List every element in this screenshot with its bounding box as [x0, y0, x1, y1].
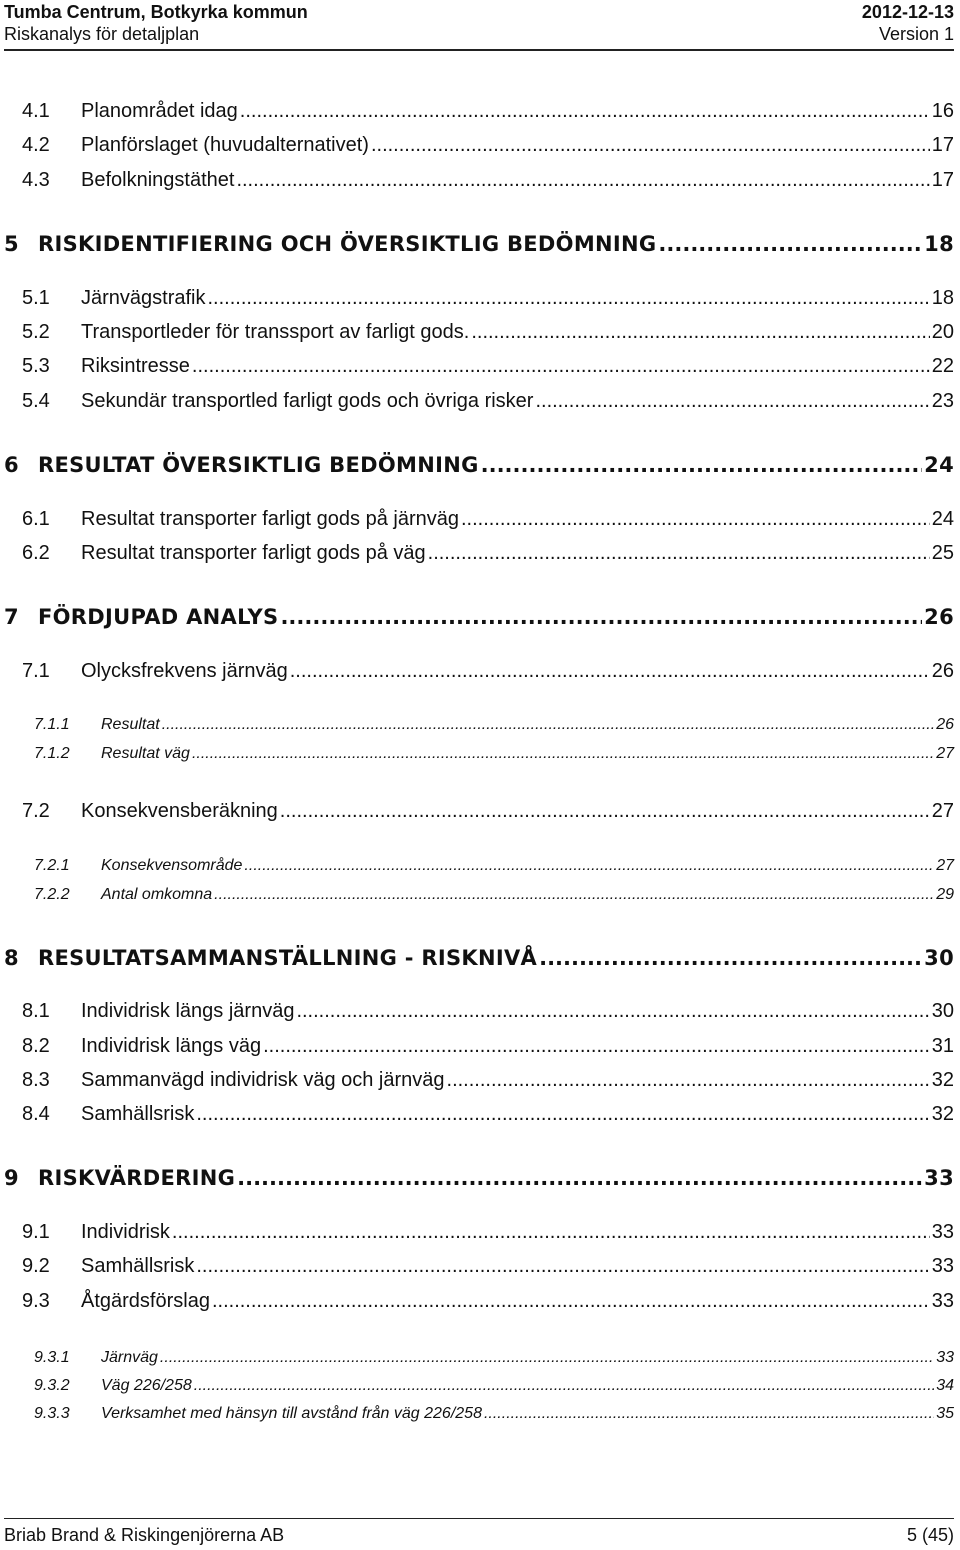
toc-entry-number: 9.3 [22, 1290, 50, 1312]
toc-dot-leader [484, 1405, 934, 1423]
toc-entry-number: 7.1.1 [34, 716, 70, 733]
toc-dot-leader [240, 100, 930, 123]
toc-entry-page: 27 [931, 800, 954, 822]
toc-section-entry[interactable] [22, 100, 954, 123]
page-footer [4, 1524, 954, 1546]
toc-subsection-entry[interactable] [34, 716, 954, 734]
toc-entry-title: Individrisk längs järnväg [81, 1000, 295, 1022]
toc-entry-number: 9.3.2 [34, 1377, 70, 1394]
toc-section-entry[interactable] [22, 1221, 954, 1244]
toc-section-entry[interactable] [22, 1290, 954, 1313]
toc-section-entry[interactable] [22, 1255, 954, 1278]
toc-dot-leader [237, 1166, 922, 1190]
toc-entry-page: 31 [931, 1035, 954, 1057]
toc-chapter-entry[interactable] [4, 605, 954, 629]
toc-dot-leader [208, 287, 930, 310]
toc-dot-leader [160, 1349, 934, 1367]
toc-entry-title: Planområdet idag [81, 100, 238, 122]
toc-dot-leader [539, 946, 922, 970]
toc-entry-page: 18 [924, 232, 954, 256]
toc-dot-leader [192, 355, 930, 378]
toc-entry-page: 32 [931, 1069, 954, 1091]
toc-entry-number: 4.2 [22, 134, 50, 156]
toc-entry-title: Individrisk [81, 1221, 170, 1243]
toc-section-entry[interactable] [22, 660, 954, 683]
toc-entry-title: Resultat transporter farligt gods på järnväg [81, 508, 459, 530]
toc-section-entry[interactable] [22, 1035, 954, 1058]
toc-dot-leader [162, 716, 935, 734]
toc-section-entry[interactable] [22, 321, 954, 344]
toc-section-entry[interactable] [22, 169, 954, 192]
toc-entry-title: Riksintresse [81, 355, 190, 377]
toc-dot-leader [280, 605, 922, 629]
toc-entry-page: 23 [931, 390, 954, 412]
toc-dot-leader [214, 886, 934, 904]
footer-divider [4, 1518, 954, 1519]
toc-dot-leader [280, 800, 930, 823]
toc-entry-number: 8.4 [22, 1103, 50, 1125]
toc-entry-number: 5.2 [22, 321, 50, 343]
toc-entry-number: 7 [4, 605, 19, 629]
toc-section-entry[interactable] [22, 390, 954, 413]
toc-chapter-entry[interactable] [4, 232, 954, 256]
toc-section-entry[interactable] [22, 287, 954, 310]
toc-section-entry[interactable] [22, 508, 954, 531]
toc-dot-leader [371, 134, 930, 157]
toc-section-entry[interactable] [22, 542, 954, 565]
toc-entry-title: RISKIDENTIFIERING OCH ÖVERSIKTLIG BEDÖMNING [38, 232, 657, 256]
toc-subsection-entry[interactable] [34, 857, 954, 875]
toc-entry-number: 9 [4, 1166, 19, 1190]
toc-section-entry[interactable] [22, 1000, 954, 1023]
toc-entry-page: 33 [924, 1166, 954, 1190]
toc-entry-title: Konsekvensområde [101, 857, 243, 874]
toc-entry-page: 18 [931, 287, 954, 309]
toc-entry-page: 35 [936, 1405, 954, 1422]
toc-subsection-entry[interactable] [34, 886, 954, 904]
toc-dot-leader [658, 232, 922, 256]
toc-dot-leader [447, 1069, 930, 1092]
toc-dot-leader [212, 1290, 930, 1313]
toc-entry-page: 17 [931, 169, 954, 191]
toc-dot-leader [263, 1035, 930, 1058]
toc-entry-title: Järnvägstrafik [81, 287, 206, 309]
toc-section-entry[interactable] [22, 355, 954, 378]
toc-entry-page: 20 [931, 321, 954, 343]
toc-dot-leader [196, 1103, 929, 1126]
toc-entry-number: 8.2 [22, 1035, 50, 1057]
toc-entry-page: 24 [924, 453, 954, 477]
toc-entry-number: 7.2.1 [34, 857, 70, 874]
toc-dot-leader [471, 321, 929, 344]
toc-entry-page: 33 [931, 1221, 954, 1243]
document-client-title: Tumba Centrum, Botkyrka kommun [4, 2, 308, 22]
toc-chapter-entry[interactable] [4, 946, 954, 970]
toc-chapter-entry[interactable] [4, 1166, 954, 1190]
toc-entry-page: 26 [924, 605, 954, 629]
toc-entry-number: 5.1 [22, 287, 50, 309]
toc-entry-page: 33 [931, 1255, 954, 1277]
toc-dot-leader [196, 1255, 929, 1278]
toc-entry-number: 6.2 [22, 542, 50, 564]
footer-company: Briab Brand & Riskingenjörerna AB [4, 1525, 285, 1545]
toc-entry-title: RESULTATSAMMANSTÄLLNING - RISKNIVÅ [38, 946, 538, 970]
toc-entry-title: Sammanvägd individrisk väg och järnväg [81, 1069, 445, 1091]
toc-entry-number: 9.3.3 [34, 1405, 70, 1422]
toc-entry-number: 5.3 [22, 355, 50, 377]
toc-section-entry[interactable] [22, 1103, 954, 1126]
toc-entry-page: 30 [924, 946, 954, 970]
toc-section-entry[interactable] [22, 1069, 954, 1092]
document-date: 2012-12-13 [861, 2, 954, 22]
toc-subsection-entry[interactable] [34, 1349, 954, 1367]
toc-entry-number: 7.1.2 [34, 745, 70, 762]
toc-entry-title: Planförslaget (huvudalternativet) [81, 134, 369, 156]
toc-entry-title: RESULTAT ÖVERSIKTLIG BEDÖMNING [38, 453, 479, 477]
document-subtitle: Riskanalys för detaljplan [4, 24, 200, 44]
toc-dot-leader [481, 453, 923, 477]
toc-entry-page: 32 [931, 1103, 954, 1125]
toc-entry-title: Antal omkomna [101, 886, 213, 903]
toc-entry-title: Åtgärdsförslag [81, 1290, 210, 1312]
toc-entry-number: 9.2 [22, 1255, 50, 1277]
toc-entry-number: 6.1 [22, 508, 50, 530]
toc-entry-title: Sekundär transportled farligt gods och övriga risker [81, 390, 534, 412]
toc-entry-page: 27 [936, 745, 954, 762]
toc-subsection-entry[interactable] [34, 1405, 954, 1423]
toc-entry-number: 8 [4, 946, 19, 970]
toc-entry-title: Resultat väg [101, 745, 190, 762]
toc-entry-page: 26 [936, 716, 954, 733]
toc-entry-title: Verksamhet med hänsyn till avstånd från väg 226/258 [101, 1405, 482, 1422]
toc-entry-title: Resultat transporter farligt gods på väg [81, 542, 426, 564]
toc-entry-number: 9.1 [22, 1221, 50, 1243]
toc-dot-leader [244, 857, 934, 875]
toc-entry-title: Konsekvensberäkning [81, 800, 278, 822]
toc-entry-title: Individrisk längs väg [81, 1035, 262, 1057]
toc-subsection-entry[interactable] [34, 1377, 954, 1395]
toc-entry-number: 7.2.2 [34, 886, 70, 903]
toc-section-entry[interactable] [22, 134, 954, 157]
toc-dot-leader [428, 542, 930, 565]
document-version: Version 1 [878, 24, 954, 44]
toc-entry-number: 9.3.1 [34, 1349, 70, 1366]
toc-entry-title: Olycksfrekvens järnväg [81, 660, 288, 682]
toc-entry-page: 29 [936, 886, 954, 903]
toc-entry-title: Samhällsrisk [81, 1255, 195, 1277]
toc-dot-leader [236, 169, 929, 192]
toc-entry-number: 5 [4, 232, 19, 256]
toc-entry-page: 25 [931, 542, 954, 564]
toc-entry-number: 7.1 [22, 660, 50, 682]
toc-entry-number: 4.1 [22, 100, 50, 122]
toc-entry-title: FÖRDJUPAD ANALYS [38, 605, 279, 629]
toc-entry-page: 24 [931, 508, 954, 530]
toc-entry-title: RISKVÄRDERING [38, 1166, 236, 1190]
toc-entry-number: 8.1 [22, 1000, 50, 1022]
toc-entry-page: 26 [931, 660, 954, 682]
toc-dot-leader [194, 1377, 934, 1395]
toc-dot-leader [192, 745, 934, 763]
toc-dot-leader [172, 1221, 930, 1244]
toc-entry-page: 22 [931, 355, 954, 377]
toc-chapter-entry[interactable] [4, 453, 954, 477]
toc-entry-number: 6 [4, 453, 19, 477]
toc-entry-title: Järnväg [101, 1349, 158, 1366]
toc-entry-title: Befolkningstäthet [81, 169, 235, 191]
toc-dot-leader [535, 390, 929, 413]
toc-dot-leader [290, 660, 930, 683]
toc-dot-leader [296, 1000, 929, 1023]
toc-entry-number: 5.4 [22, 390, 50, 412]
toc-dot-leader [461, 508, 930, 531]
toc-entry-number: 8.3 [22, 1069, 50, 1091]
toc-entry-page: 33 [936, 1349, 954, 1366]
toc-subsection-entry[interactable] [34, 745, 954, 763]
toc-entry-page: 16 [931, 100, 954, 122]
toc-entry-title: Transportleder för transsport av farligt gods. [81, 321, 470, 343]
toc-entry-title: Resultat [101, 716, 160, 733]
toc-entry-page: 30 [931, 1000, 954, 1022]
footer-page-number: 5 (45) [906, 1525, 954, 1545]
toc-entry-page: 34 [936, 1377, 954, 1394]
toc-section-entry[interactable] [22, 800, 954, 823]
toc-entry-page: 27 [936, 857, 954, 874]
toc-entry-title: Samhällsrisk [81, 1103, 195, 1125]
toc-entry-title: Väg 226/258 [101, 1377, 192, 1394]
toc-entry-page: 33 [931, 1290, 954, 1312]
toc-entry-page: 17 [931, 134, 954, 156]
toc-entry-number: 7.2 [22, 800, 50, 822]
toc-entry-number: 4.3 [22, 169, 50, 191]
